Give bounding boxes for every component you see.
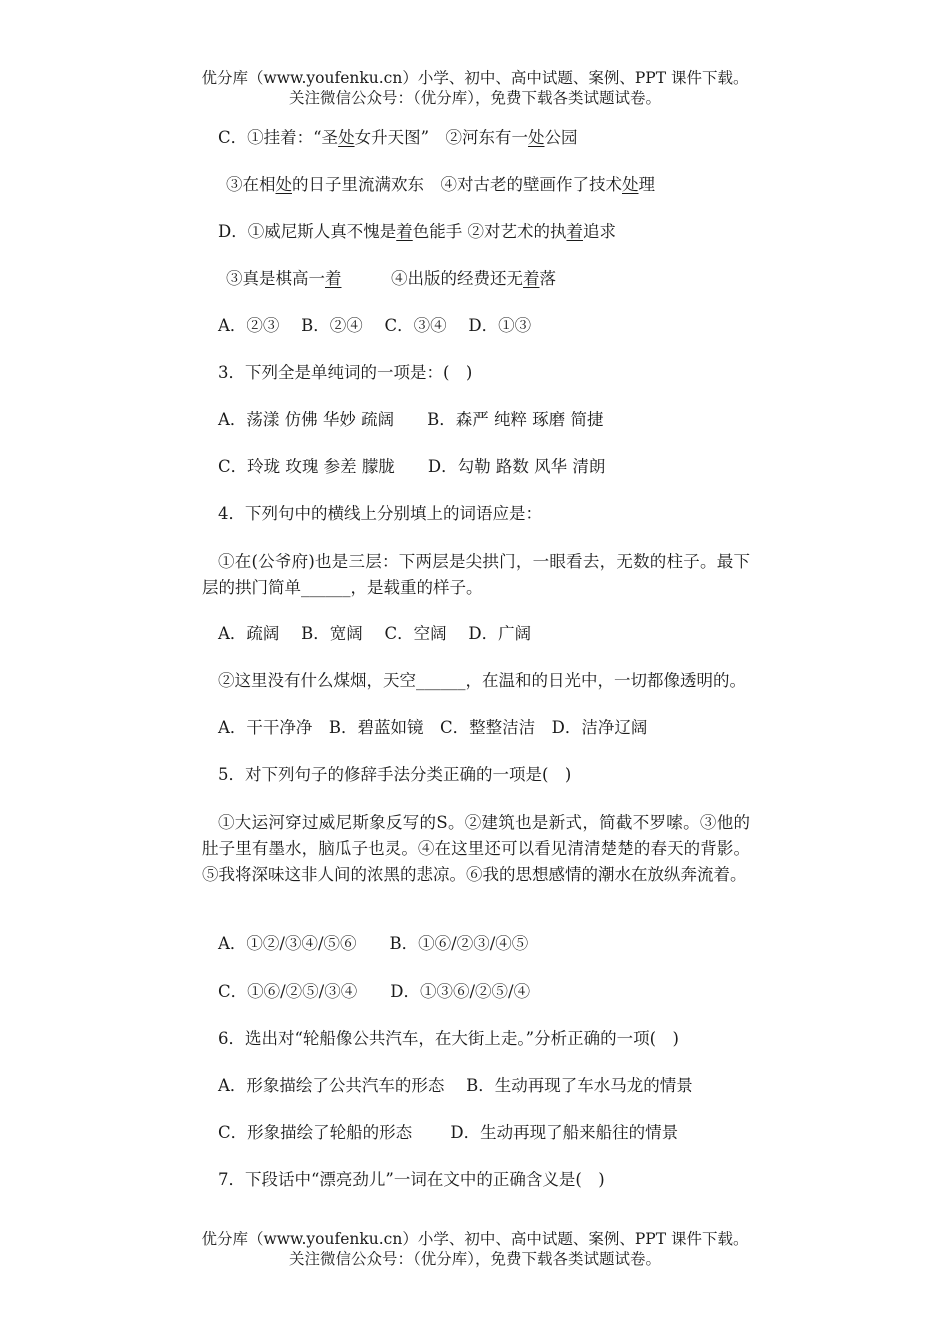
q2-option-d-line1: D．①威尼斯人真不愧是着色能手 ②对艺术的执着追求 <box>218 222 616 241</box>
q6-stem: 6．选出对“轮船像公共汽车，在大街上走。”分析正确的一项( ) <box>218 1029 679 1048</box>
q2-option-d-line2: ③真是棋高一着 ④出版的经费还无着落 <box>226 269 556 288</box>
q4-sentence-2-options: A．干干净净 B．碧蓝如镜 C．整整洁洁 D．洁净辽阔 <box>218 718 648 737</box>
q4-stem: 4．下列句中的横线上分别填上的词语应是： <box>218 504 542 523</box>
q3-stem: 3．下列全是单纯词的一项是：( ) <box>218 363 473 382</box>
q4-sentence-1-options: A．疏阔 B．宽阔 C．空阔 D．广阔 <box>218 624 532 643</box>
header-line-1: 优分库（www.youfenku.cn）小学、初中、高中试题、案例、PPT 课件下载。 <box>201 69 749 87</box>
q2-option-c-line2: ③在相处的日子里流满欢东 ④对古老的壁画作了技术处理 <box>226 175 655 194</box>
q3-options-row1: A．荡漾 仿佛 华妙 疏阔 B．森严 纯粹 琢磨 简捷 <box>218 410 604 429</box>
page-footer <box>0 1229 950 1269</box>
q6-options-row1: A．形象描绘了公共汽车的形态 B．生动再现了车水马龙的情景 <box>218 1076 693 1095</box>
q2-answer-options: A．②③ B．②④ C．③④ D．①③ <box>218 316 532 335</box>
q4-sentence-1: ①在(公爷府)也是三层：下两层是尖拱门，一眼看去，无数的柱子。最下层的拱门简单______，是载重的样子。 <box>202 552 750 597</box>
header-line-2: 关注微信公众号：（优分库），免费下载各类试题试卷。 <box>288 89 661 107</box>
q4-sentence-2: ②这里没有什么煤烟，天空______，在温和的日光中，一切都像透明的。 <box>218 671 746 690</box>
page-header <box>0 68 950 108</box>
q3-options-row2: C．玲珑 玫瑰 参差 朦胧 D．勾勒 路数 风华 清朗 <box>218 457 606 476</box>
q2-option-c-line1: C．①挂着：“圣处女升天图” ②河东有一处公园 <box>218 128 578 147</box>
q5-sentences: ①大运河穿过威尼斯象反写的S。②建筑也是新式，简截不罗嗦。③他的肚子里有墨水，脑瓜子也灵。④在这里还可以看见清清楚楚的春天的背影。⑤我将深味这非人间的浓黑的悲凉。⑥我的思想感情的潮水在放纵奔流着。 <box>202 813 750 884</box>
q5-options-row1: A．①②/③④/⑤⑥ B．①⑥/②③/④⑤ <box>218 934 529 953</box>
q5-stem: 5．对下列句子的修辞手法分类正确的一项是( ) <box>218 765 572 784</box>
footer-line-1: 优分库（www.youfenku.cn）小学、初中、高中试题、案例、PPT 课件下载。 <box>201 1230 749 1248</box>
q7-stem: 7．下段话中“漂亮劲儿”一词在文中的正确含义是( ) <box>218 1170 605 1189</box>
q5-options-row2: C．①⑥/②⑤/③④ D．①③⑥/②⑤/④ <box>218 982 531 1001</box>
footer-line-2: 关注微信公众号：（优分库），免费下载各类试题试卷。 <box>288 1250 661 1268</box>
q6-options-row2: C．形象描绘了轮船的形态 D．生动再现了船来船往的情景 <box>218 1123 679 1142</box>
